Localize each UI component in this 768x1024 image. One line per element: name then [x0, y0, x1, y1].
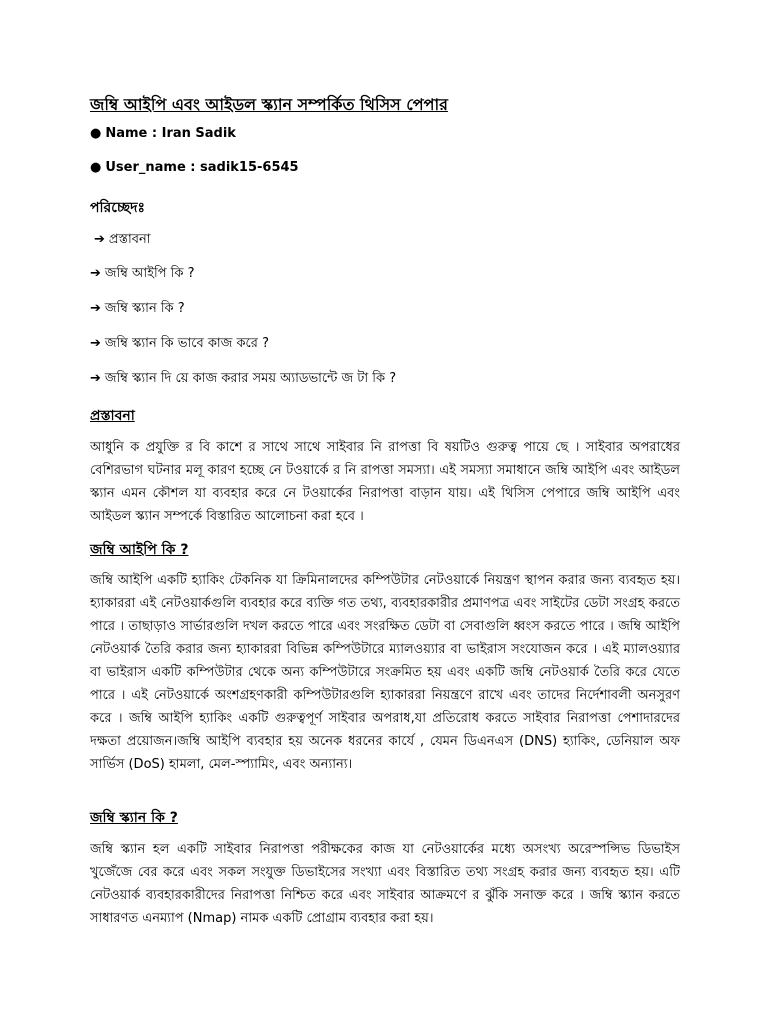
toc-item-label: প্রস্তাবনা [108, 232, 151, 247]
arrow-right-icon: ➔ [90, 266, 101, 281]
arrow-right-icon: ➔ [90, 371, 101, 386]
toc-item [94, 230, 151, 251]
toc-item-label: জম্বি স্ক্যান কি ? [104, 301, 185, 316]
section-body-introduction: আধুনি ক প্রযুক্তি র বি কাশে র সাথে সাথে সাইবার নি রাপত্তা বি ষয়টিও গুরুত্ব পায়ে ছে । সাইবার অপরাধের বেশিরভাগ ঘটনার মলূ কারণ হচ্ছে নে টওয়ার্কে র নি রাপত্তা সমস্যা। এই সমস্যা সমাধানে জম্বি আইপি এবং আইডল স্ক্যান এমন কৌশল যা ব্যবহার করে নে টওয়ার্কের নিরাপত্তা বাড়ান যায়। এই থিসিস পেপারে জম্বি আইপি এবং আইডল স্ক্যান সম্পর্কে বিস্তারিত আলোচনা করা হবে । [90, 440, 680, 524]
section-heading-introduction: প্রস্তাবনা [90, 408, 135, 424]
toc-item [90, 264, 195, 285]
section-heading-zombie-scan: জম্বি স্ক্যান কি ? [90, 810, 178, 826]
arrow-right-icon: ➔ [90, 301, 101, 316]
toc-heading: পরিচ্ছেদঃ [90, 200, 145, 216]
toc-item-label: জম্বি স্ক্যান কি ভাবে কাজ করে ? [104, 336, 269, 351]
toc-item [90, 369, 396, 390]
arrow-right-icon: ➔ [90, 336, 101, 351]
bullet-icon: ● [90, 160, 102, 175]
bullet-icon: ● [90, 126, 102, 141]
arrow-right-icon: ➔ [94, 232, 105, 247]
toc-item-label: জম্বি আইপি কি ? [104, 266, 195, 281]
toc-item [90, 334, 269, 355]
toc-item-label: জম্বি স্ক্যান দি য়ে কাজ করার সময় অ্যাডভান্টে জ টা কি ? [104, 371, 397, 386]
toc-item [90, 299, 185, 320]
name-line [90, 126, 236, 141]
section-heading-zombie-ip: জম্বি আইপি কি ? [90, 542, 189, 558]
document-title: জম্বি আইপি এবং আইডল স্ক্যান সম্পর্কিত থিসিস পেপার [90, 95, 448, 114]
username-line [90, 160, 299, 175]
name-text: Name : Iran Sadik [105, 126, 236, 141]
section-body-zombie-scan: জম্বি স্ক্যান হল একটি সাইবার নিরাপত্তা পরীক্ষকের কাজ যা নেটওয়ার্কের মধ্যে অসংখ্য অরেস্পন্সিভ ডিভাইস খুজেঁজে বের করে এবং সকল সংযুক্ত ডিভাইসের সংখ্যা এবং বিস্তারিত তথ্য সংগ্রহ করার জন্য ব্যবহৃত হয়। এটি নেটওয়ার্ক ব্যবহারকারীদের নিরাপত্তা নিশ্চিত করে এবং সাইবার আক্রমণে র ঝুঁকি সনাক্ত করে । জম্বি স্ক্যান করতে সাধারণত এনম্যাপ (Nmap) নামক একটি প্রোগ্রাম ব্যবহার করা হয়। [90, 842, 680, 926]
section-body-zombie-ip: জম্বি আইপি একটি হ্যাকিং টেকনিক যা ক্রিমিনালদের কম্পিউটার নেটওয়ার্কে নিয়ন্ত্রণ স্থাপন করার জন্য ব্যবহৃত হয়। হ্যাকাররা এই নেটওয়ার্কগুলি ব্যবহার করে ব্যক্তি গত তথ্য, ব্যবহারকারীর প্রমাণপত্র এবং সাইটের ডেটা সংগ্রহ করতে পারে । তাছাড়াও সার্ভারগুলি দখল করতে পারে এবং সংরক্ষিত ডেটা বা সেবাগুলি ধ্বংস করতে পারে । জম্বি আইপি নেটওয়ার্ক তৈরি করার জন্য হ্যাকাররা বিভিন্ন কম্পিউটারে ম্যালওয়্যার বা ভাইরাস সংযোজন করে । এই ম্যালওয়্যার বা ভাইরাস একটি কম্পিউটার থেকে অন্য কম্পিউটারে সংক্রমিত হয় এবং একটি জম্বি নেটওয়ার্ক তৈরি করে যেতে পারে । এই নেটওয়ার্কে অংশগ্রহণকারী কম্পিউটারগুলি হ্যাকাররা নিয়ন্ত্রণে রাখে এবং তাদের নির্দেশাবলী অনসুরণ করে । জম্বি আইপি হ্যাকিং একটি গুরুত্বপূর্ণ সাইবার অপরাধ,যা প্রতিরোধ করতে সাইবার নিরাপত্তা পেশাদারদের দক্ষতা প্রয়োজন।জম্বি আইপি ব্যবহার হয় অনেক ধরনের কার্যে , যেমন ডিএনএস (DNS) হ্যাকিং, ডেনিয়াল অফ সার্ভিস (DoS) হামলা, মেল-স্প্যামিং, এবং অন্যান্য। [90, 573, 680, 772]
username-text: User_name : sadik15-6545 [105, 160, 299, 175]
